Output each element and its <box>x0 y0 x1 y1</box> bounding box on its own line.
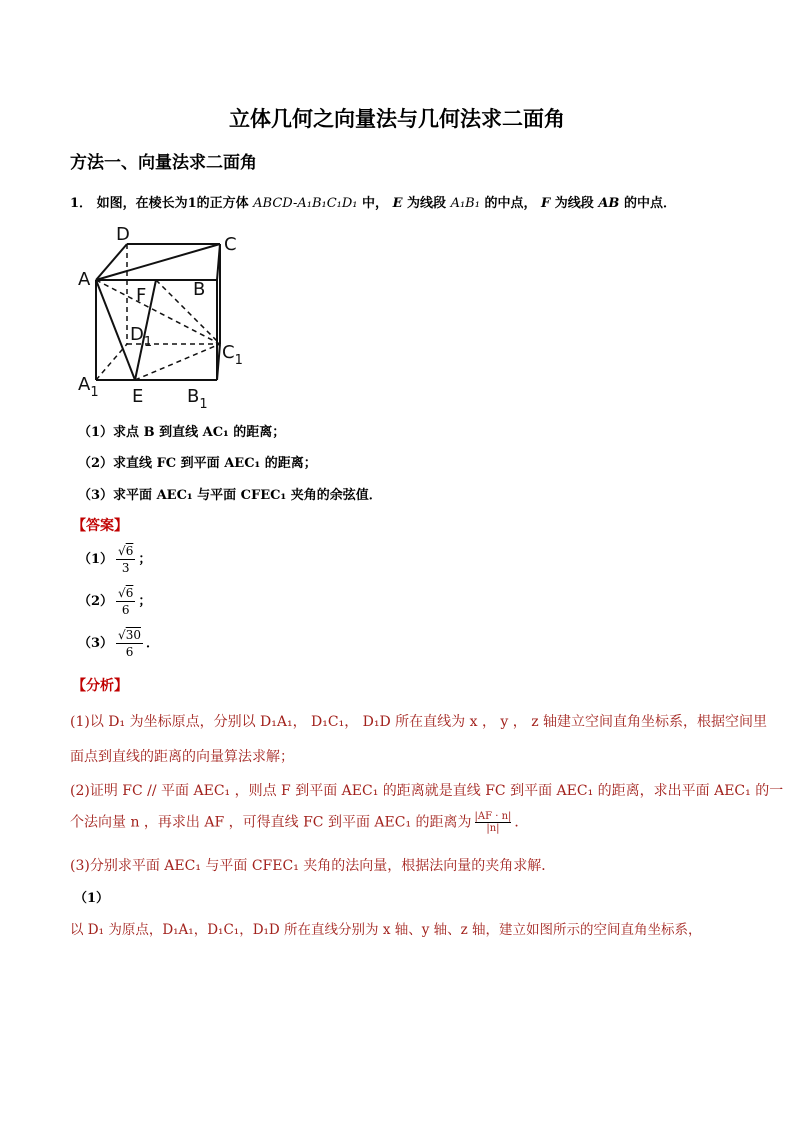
edge-a1d1-hidden <box>96 344 127 380</box>
answer-tail: ； <box>138 552 152 567</box>
answer-fraction: √ $\frac{6}{3}$ <box>116 543 135 576</box>
answer-3 <box>78 627 159 660</box>
label-e: E <box>132 386 144 407</box>
cube-figure <box>72 222 262 412</box>
label-b1: $B_1$ <box>187 386 208 412</box>
problem-text: 为线段 <box>554 196 594 211</box>
answer-tail: ． <box>145 636 159 651</box>
answer-label: （3） <box>78 636 114 651</box>
segment-a1b1: A₁B₁ <box>450 196 480 211</box>
analysis-line-5: (3)分别求平面 AEC₁ 与平面 CFEC₁ 夹角的法向量，根据法向量的夹角求解． <box>70 858 556 874</box>
answer-label: （1） <box>78 552 114 567</box>
point-e: E <box>392 196 403 211</box>
label-a: A <box>78 269 91 290</box>
segment-fc1-hidden <box>156 280 220 344</box>
analysis-line-3: (2)证明 FC // 平面 AEC₁ ，则点 F 到平面 AEC₁ 的距离就是直线 FC 到平面 AEC₁ 的距离，求出平面 AEC₁ 的一 <box>70 783 784 799</box>
question-2: （2）求直线 FC 到平面 AEC₁ 的距离； <box>78 456 317 471</box>
solution-part: （1） <box>74 891 110 906</box>
answer-label: （2） <box>78 594 114 609</box>
label-d: D <box>116 224 130 245</box>
problem-intro: 如图，在棱长为1的正方体 <box>96 196 249 211</box>
question-3: （3）求平面 AEC₁ 与平面 CFEC₁ 夹角的余弦值． <box>78 488 382 503</box>
analysis-line-2: 面点到直线的距离的向量算法求解； <box>70 749 294 765</box>
answer-1 <box>78 543 151 576</box>
segment-ac <box>96 244 220 280</box>
page-title: 立体几何之向量法与几何法求二面角 <box>229 106 565 131</box>
answer-tail: ； <box>138 594 152 609</box>
problem-text: 为线段 <box>407 196 447 211</box>
answer-fraction: √ $\frac{6}{6}$ <box>116 585 135 618</box>
question-1: （1）求点 B 到直线 AC₁ 的距离； <box>78 425 286 440</box>
problem-statement <box>70 192 676 211</box>
point-f: F <box>541 196 551 211</box>
label-b: B <box>193 279 206 300</box>
problem-text: 的中点， <box>484 196 537 211</box>
problem-text: 的中点． <box>623 196 676 211</box>
label-c1: $C_1$ <box>222 342 243 368</box>
answer-tag: 【答案】 <box>72 518 128 534</box>
cube-name: ABCD-A₁B₁C₁D₁ <box>253 196 358 211</box>
section-heading: 方法一、向量法求二面角 <box>70 153 257 173</box>
label-f: F <box>136 285 147 306</box>
answer-fraction: √ $\frac{30}{6}$ <box>116 627 143 660</box>
problem-number: 1． <box>70 196 93 211</box>
segment-ab: AB <box>598 196 620 211</box>
analysis-line-4 <box>70 811 528 834</box>
label-a1: $A_1$ <box>78 374 99 400</box>
label-d1: $D_1$ <box>130 324 153 350</box>
answer-2 <box>78 585 151 618</box>
analysis-text: ． <box>514 814 529 831</box>
analysis-tag: 【分析】 <box>72 678 128 694</box>
solution-line-1: 以 D₁ 为原点，D₁A₁，D₁C₁，D₁D 所在直线分别为 x 轴、y 轴、z 轴，建立如图所示的空间直角坐标系， <box>70 922 702 938</box>
analysis-text: 个法向量 n ，再求出 AF ，可得直线 FC 到平面 AEC₁ 的距离为 <box>70 814 472 831</box>
analysis-line-1: (1)以 D₁ 为坐标原点，分别以 D₁A₁， D₁C₁， D₁D 所在直线为 x ， y ， z 轴建立空间直角坐标系，根据空间里 <box>70 714 768 730</box>
distance-fraction: $\frac{|AF \cdot n|}{|n|}$ <box>474 811 512 834</box>
label-c: C <box>224 234 237 255</box>
problem-text: 中， <box>362 196 389 211</box>
